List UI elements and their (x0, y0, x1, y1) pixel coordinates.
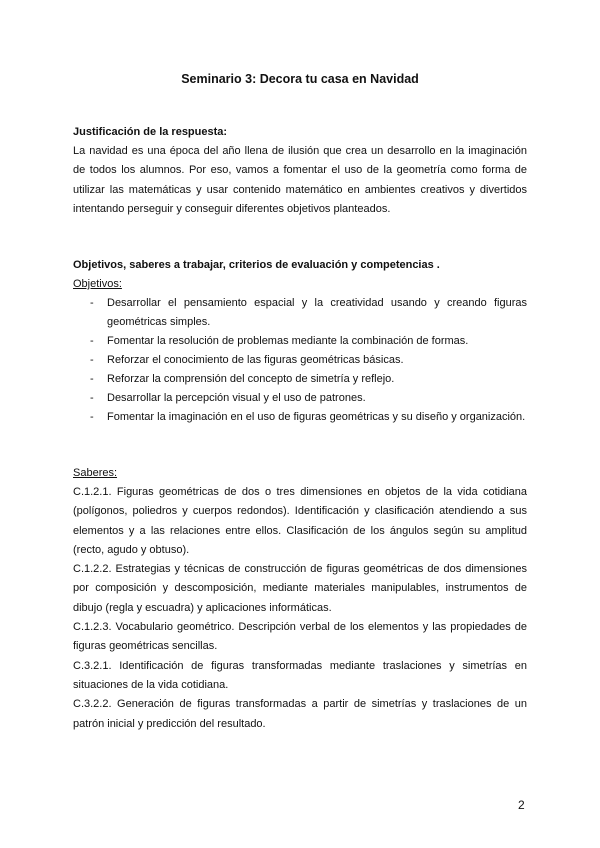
objective-text: Reforzar la comprensión del concepto de simetría y reflejo. (107, 373, 395, 385)
objectives-section (73, 256, 527, 427)
objective-item (73, 370, 527, 389)
bullet-dash: - (90, 335, 94, 347)
bullet-dash: - (90, 373, 94, 385)
document-title: Seminario 3: Decora tu casa en Navidad (181, 72, 419, 86)
bullet-dash: - (90, 297, 94, 309)
objective-text: Desarrollar el pensamiento espacial y la creatividad usando y creando figuras geométricas simples. (107, 297, 527, 328)
bullet-dash: - (90, 392, 94, 404)
objective-text: Desarrollar la percepción visual y el uso de patrones. (107, 392, 366, 404)
objective-item (73, 351, 527, 370)
saberes-section (73, 464, 527, 734)
saberes-label: Saberes: (73, 467, 118, 479)
bullet-dash: - (90, 411, 94, 423)
objective-item (73, 332, 527, 351)
objective-item (73, 294, 527, 332)
page-number: 2 (518, 798, 525, 812)
objectives-list (73, 294, 527, 427)
bullet-dash: - (90, 354, 94, 366)
objective-text: Fomentar la imaginación en el uso de figuras geométricas y su diseño y organización. (107, 411, 526, 423)
justification-text: La navidad es una época del año llena de ilusión que crea un desarrollo en la imaginación de todos los alumnos. Por eso, vamos a fomentar el uso de la geometría como forma de utilizar las matemáticas y usar contenido matemático en ambientes creativos y divertidos intentando perseguir y conseguir diferentes objetivos planteados. (73, 145, 527, 215)
objective-text: Reforzar el conocimiento de las figuras geométricas básicas. (107, 354, 404, 366)
justification-heading: Justificación de la respuesta: (73, 126, 228, 138)
saber-item: C.1.2.3. Vocabulario geométrico. Descripción verbal de los elementos y las propiedades de figuras geométricas sencillas. (73, 621, 527, 653)
saber-item: C.3.2.1. Identificación de figuras transformadas mediante traslaciones y simetrías en situaciones de la vida cotidiana. (73, 659, 527, 691)
justification-section (73, 123, 527, 219)
objectives-label: Objetivos: (73, 278, 122, 290)
objectives-heading: Objetivos, saberes a trabajar, criterios de evaluación y competencias . (73, 259, 440, 271)
objective-text: Fomentar la resolución de problemas mediante la combinación de formas. (107, 335, 469, 347)
objective-item (73, 389, 527, 408)
saber-item: C.1.2.2. Estrategias y técnicas de construcción de figuras geométricas de dos dimensiones por composición y descomposición, mediante materiales manipulables, instrumentos de dibujo (regla y escuadra) y aplicaciones informáticas. (73, 563, 527, 614)
saber-item: C.3.2.2. Generación de figuras transformadas a partir de simetrías y traslaciones de un patrón inicial y predicción del resultado. (73, 698, 527, 730)
saber-item: C.1.2.1. Figuras geométricas de dos o tres dimensiones en objetos de la vida cotidiana (polígonos, poliedros y cuerpos redondos). Identificación y clasificación atendiendo a sus elementos y a las relaciones entre ellos. Clasificación de los ángulos según su amplitud (recto, agudo y obtuso). (73, 486, 527, 556)
objective-item (73, 408, 527, 427)
